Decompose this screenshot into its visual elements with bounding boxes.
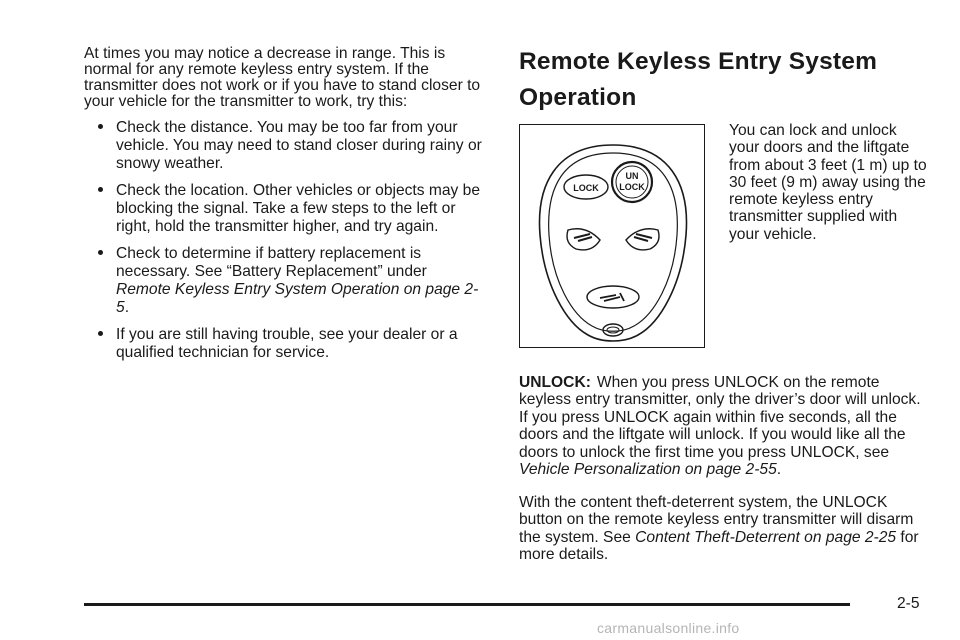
troubleshooting-list xyxy=(84,119,484,362)
list-item xyxy=(84,245,484,317)
list-item xyxy=(84,182,484,236)
bullet-text: Check the distance. You may be too far from your vehicle. You may need to stand closer during rainy or snowy weather. xyxy=(116,119,482,172)
bullet-icon xyxy=(98,187,103,192)
watermark: carmanualsonline.info xyxy=(597,620,740,636)
unlock-button xyxy=(612,162,652,202)
bullet-text: Check the location. Other vehicles or objects may be blocking the signal. Take a few steps to the left or right, hold the transmitter higher, and try again. xyxy=(116,182,481,235)
cross-reference-link[interactable]: Content Theft-Deterrent on page 2-25 xyxy=(635,528,897,546)
key-ring-hole xyxy=(603,324,623,336)
bullet-icon xyxy=(98,331,103,336)
svg-text:LOCK: LOCK xyxy=(619,182,645,192)
section-heading: Remote Keyless Entry System Operation xyxy=(519,48,878,111)
footer-rule xyxy=(84,603,850,606)
right-column xyxy=(519,44,929,116)
key-fob-illustration xyxy=(520,125,706,349)
cross-reference-link[interactable]: Remote Keyless Entry System Operation on page 2-5 xyxy=(116,281,479,316)
bullet-text: If you are still having trouble, see your dealer or a qualified technician for service. xyxy=(116,326,458,361)
page-number: 2-5 xyxy=(897,595,920,612)
svg-text:LOCK: LOCK xyxy=(573,183,599,193)
bullet-icon xyxy=(98,250,103,255)
liftgate-button xyxy=(626,229,659,250)
list-item xyxy=(84,119,484,173)
range-description: You can lock and unlock your doors and the liftgate from about 3 feet (1 m) up to 30 feet (9 m) away using the remote keyless entry transmitter supplied with your vehicle. xyxy=(729,122,927,243)
key-fob-figure xyxy=(519,124,705,348)
cross-reference-link[interactable]: Vehicle Personalization on page 2-55 xyxy=(519,461,777,479)
left-column xyxy=(84,46,484,362)
unlock-paragraph: UNLOCK: When you press UNLOCK on the remote keyless entry transmitter, only the driver’s door will unlock. If you press UNLOCK again within five seconds, all the doors and the liftgate will unlock. If you would like all the doors to unlock the first time you press UNLOCK, see Vehicle Personalization on page 2-55. xyxy=(519,374,921,479)
theft-deterrent-paragraph: With the content theft-deterrent system, the UNLOCK button on the remote keyless entry transmitter will disarm the system. See Content Theft-Deterrent on page 2-25 for more details. xyxy=(519,494,919,564)
panic-button xyxy=(587,286,639,308)
bullet-icon xyxy=(98,124,103,129)
svg-text:UN: UN xyxy=(625,171,639,181)
intro-paragraph: At times you may notice a decrease in range. This is normal for any remote keyless entry system. If the transmitter does not work or if you have to stand closer to your vehicle for the transmitter to work, try this: xyxy=(84,45,481,110)
list-item xyxy=(84,326,484,362)
rear-door-button xyxy=(567,229,600,250)
lock-button xyxy=(564,175,608,199)
bullet-text: Check to determine if battery replacement is necessary. See “Battery Replacement” under Remote Keyless Entry System Operation on page 2-5. xyxy=(116,245,479,316)
unlock-label: UNLOCK: xyxy=(519,374,591,391)
